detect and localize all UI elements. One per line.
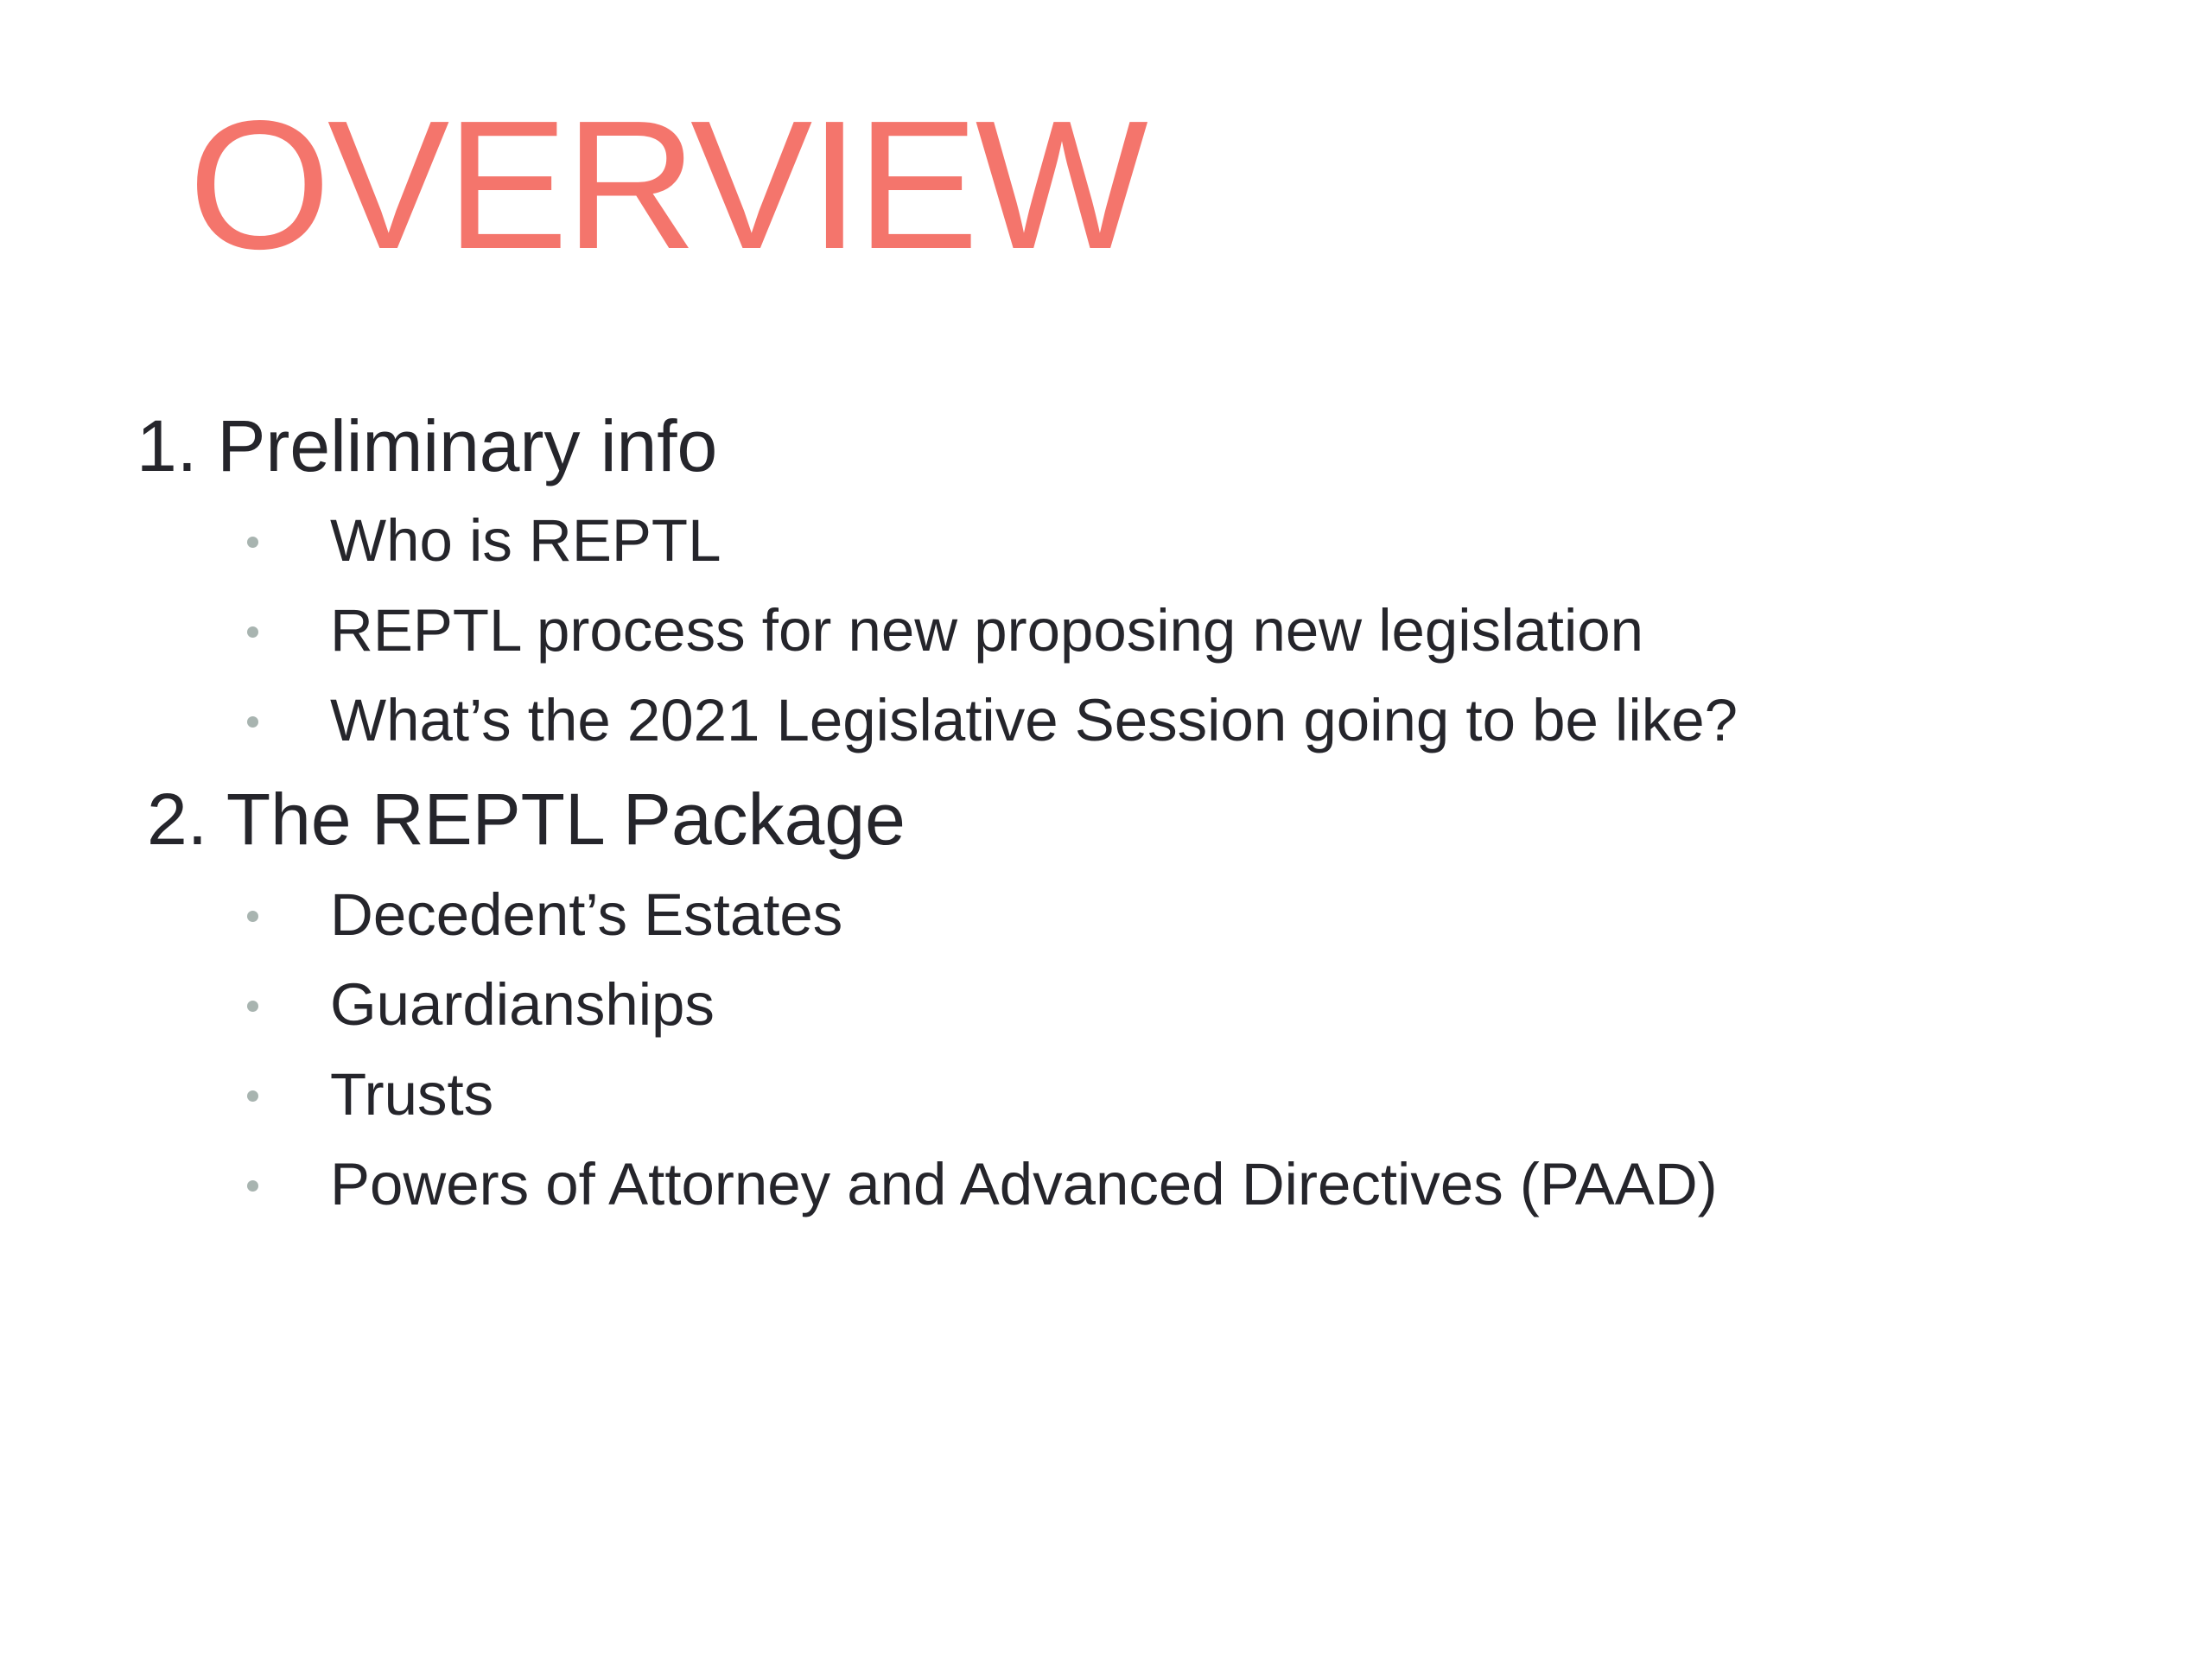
bullet-text: REPTL process for new proposing new legislation (330, 597, 1644, 664)
bullet-dot-icon (247, 716, 258, 728)
bullet-dot-icon (247, 911, 258, 922)
section-heading-preliminary-info: 1. Preliminary info (137, 405, 718, 486)
bullet-dot-icon (247, 537, 258, 548)
bullet-text: Trusts (330, 1061, 494, 1128)
bullet-dot-icon (247, 1090, 258, 1102)
bullet-text: Guardianships (330, 971, 715, 1038)
bullet-text: Powers of Attorney and Advanced Directives (PAAD) (330, 1151, 1718, 1217)
bullet-text: What’s the 2021 Legislative Session going to be like? (330, 687, 1738, 753)
section-heading-reptl-package: 2. The REPTL Package (147, 779, 906, 860)
slide-title: OVERVIEW (188, 82, 1145, 287)
bullet-text: Decedent’s Estates (330, 881, 843, 948)
bullet-text: Who is REPTL (330, 507, 721, 574)
bullet-dot-icon (247, 1180, 258, 1192)
bullet-dot-icon (247, 626, 258, 638)
bullet-dot-icon (247, 1001, 258, 1012)
